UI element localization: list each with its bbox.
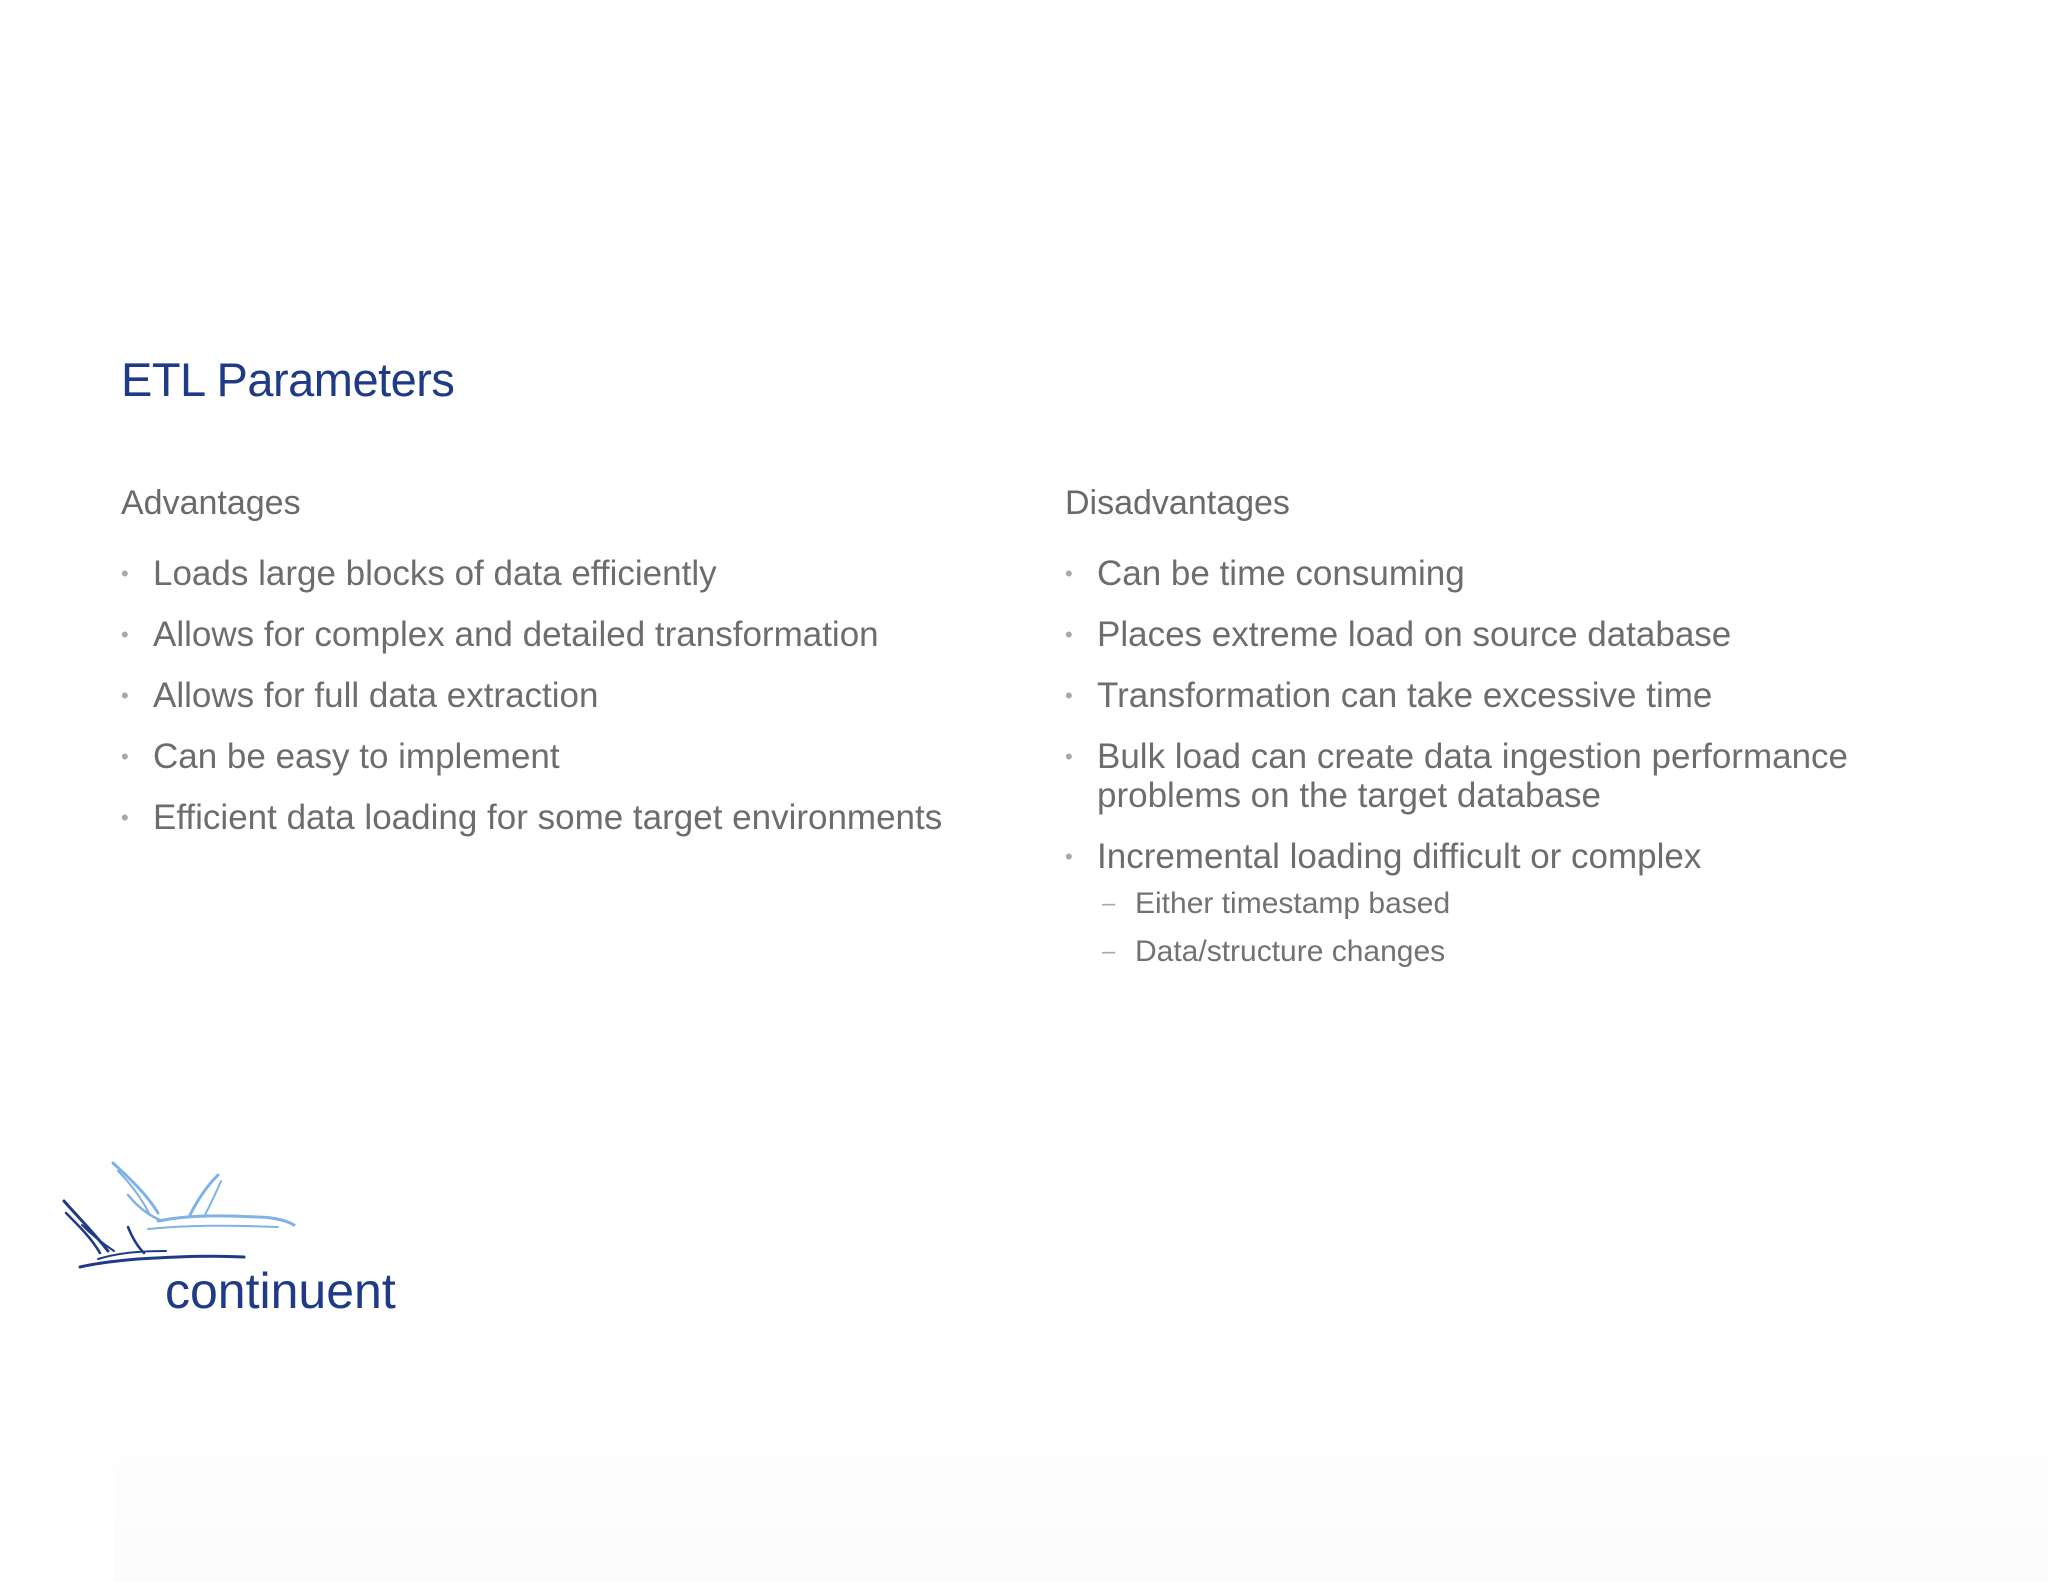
list-item (1065, 554, 1965, 593)
bird-icon (58, 1155, 318, 1275)
list-item-text: Can be easy to implement (153, 737, 560, 776)
bullet-icon: • (1065, 561, 1073, 586)
sub-list-item-text: Either timestamp based (1135, 887, 1451, 920)
list-item (1065, 737, 1965, 815)
list-item-text: Incremental loading difficult or complex (1097, 837, 1702, 876)
bullet-icon: • (1065, 622, 1073, 647)
slide-title: ETL Parameters (121, 353, 455, 406)
list-item-text: Allows for full data extraction (153, 676, 599, 715)
list-item-text: Loads large blocks of data efficiently (153, 554, 717, 593)
list-item-text: Places extreme load on source database (1097, 615, 1732, 654)
sub-list (1097, 886, 1965, 970)
bullet-icon: • (121, 683, 129, 708)
dash-icon: – (1102, 890, 1116, 917)
logo-wordmark: continuent (165, 1263, 396, 1319)
bullet-icon: • (1065, 744, 1073, 769)
list-item (1065, 837, 1965, 970)
list-item (121, 737, 1041, 776)
disadvantages-heading: Disadvantages (1065, 484, 1290, 522)
list-item-text: Bulk load can create data ingestion performance problems on the target database (1097, 737, 1849, 815)
list-item-text: Allows for complex and detailed transformation (153, 615, 879, 654)
advantages-column (121, 479, 1041, 859)
footer-band (114, 1325, 2048, 1582)
list-item-text: Transformation can take excessive time (1097, 676, 1713, 715)
disadvantages-column (1065, 479, 1965, 992)
list-item (121, 554, 1041, 593)
advantages-heading: Advantages (121, 484, 301, 522)
advantages-list (121, 554, 1041, 837)
sub-list-item-text: Data/structure changes (1135, 935, 1446, 968)
sub-list-item (1097, 934, 1965, 970)
list-item (1065, 615, 1965, 654)
bullet-icon: • (1065, 683, 1073, 708)
list-item (121, 615, 1041, 654)
sub-list-item (1097, 886, 1965, 922)
list-item-text: Efficient data loading for some target environments (153, 798, 943, 837)
list-item (121, 676, 1041, 715)
bullet-icon: • (121, 805, 129, 830)
bullet-icon: • (121, 622, 129, 647)
bullet-icon: • (1065, 844, 1073, 869)
bullet-icon: • (121, 561, 129, 586)
list-item (121, 798, 1041, 837)
disadvantages-list (1065, 554, 1965, 970)
list-item (1065, 676, 1965, 715)
dash-icon: – (1102, 938, 1116, 965)
bullet-icon: • (121, 744, 129, 769)
continuent-logo (58, 1155, 438, 1325)
list-item-text: Can be time consuming (1097, 554, 1465, 593)
